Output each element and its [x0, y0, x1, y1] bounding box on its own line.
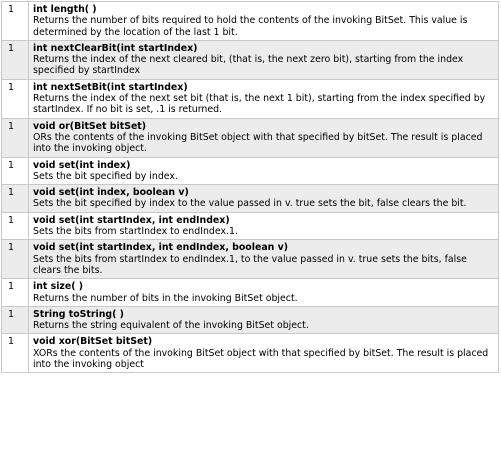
- method-cell: [29, 2, 499, 41]
- row-number: 1: [2, 334, 29, 373]
- table-row: [2, 40, 499, 79]
- table-row: [2, 240, 499, 279]
- row-number: 1: [2, 212, 29, 240]
- row-number: 1: [2, 306, 29, 334]
- method-cell: [29, 212, 499, 240]
- method-description: Returns the number of bits in the invoking BitSet object.: [33, 292, 298, 304]
- method-cell: [29, 240, 499, 279]
- method-cell: [29, 118, 499, 157]
- method-cell: [29, 79, 499, 118]
- method-description: XORs the contents of the invoking BitSet object with that specified by bitSet. The result is placed into the invoking object: [33, 347, 489, 371]
- method-signature: void set(int startIndex, int endIndex): [33, 214, 230, 226]
- table-row: [2, 185, 499, 213]
- method-signature: int size( ): [33, 281, 84, 293]
- method-description: Returns the string equivalent of the invoking BitSet object.: [33, 320, 309, 332]
- method-cell: [29, 185, 499, 213]
- table-row: [2, 306, 499, 334]
- table-row: [2, 79, 499, 118]
- method-cell: [29, 334, 499, 373]
- method-signature: int nextSetBit(int startIndex): [33, 81, 188, 93]
- method-cell: [29, 279, 499, 307]
- method-description: Sets the bits from startIndex to endIndex.1, to the value passed in v. true sets the bits, false clears the bits.: [33, 253, 467, 276]
- method-description: Returns the index of the next cleared bit, (that is, the next zero bit), starting from the index specified by startIndex: [33, 54, 464, 77]
- methods-table: [1, 1, 499, 373]
- method-cell: [29, 157, 499, 185]
- method-signature: int nextClearBit(int startIndex): [33, 42, 198, 54]
- method-signature: void set(int index, boolean v): [33, 187, 189, 199]
- methods-table-body: [2, 2, 499, 373]
- method-description: Returns the number of bits required to hold the contents of the invoking BitSet. This value is determined by the location of the last 1 bit.: [33, 15, 468, 38]
- method-description: Sets the bit specified by index.: [33, 170, 178, 182]
- method-description: Sets the bits from startIndex to endIndex.1.: [33, 226, 238, 238]
- method-description: Sets the bit specified by index to the value passed in v. true sets the bit, false clears the bit.: [33, 198, 467, 210]
- row-number: 1: [2, 240, 29, 279]
- row-number: 1: [2, 279, 29, 307]
- method-cell: [29, 40, 499, 79]
- table-row: [2, 279, 499, 307]
- table-row: [2, 118, 499, 157]
- table-row: [2, 334, 499, 373]
- method-cell: [29, 306, 499, 334]
- method-signature: void or(BitSet bitSet): [33, 120, 147, 132]
- method-signature: String toString( ): [33, 308, 124, 320]
- method-signature: void set(int index): [33, 159, 131, 171]
- row-number: 1: [2, 2, 29, 41]
- row-number: 1: [2, 118, 29, 157]
- table-row: [2, 2, 499, 41]
- table-row: [2, 212, 499, 240]
- row-number: 1: [2, 79, 29, 118]
- method-signature: void set(int startIndex, int endIndex, boolean v): [33, 242, 288, 254]
- row-number: 1: [2, 40, 29, 79]
- method-signature: int length( ): [33, 4, 97, 15]
- table-row: [2, 157, 499, 185]
- method-description: Returns the index of the next set bit (that is, the next 1 bit), starting from the index specified by startIndex. If no bit is set, .1 is returned.: [33, 93, 486, 116]
- method-signature: void xor(BitSet bitSet): [33, 336, 153, 348]
- row-number: 1: [2, 185, 29, 213]
- method-description: ORs the contents of the invoking BitSet object with that specified by bitSet. The result is placed into the invoking object.: [33, 131, 483, 155]
- row-number: 1: [2, 157, 29, 185]
